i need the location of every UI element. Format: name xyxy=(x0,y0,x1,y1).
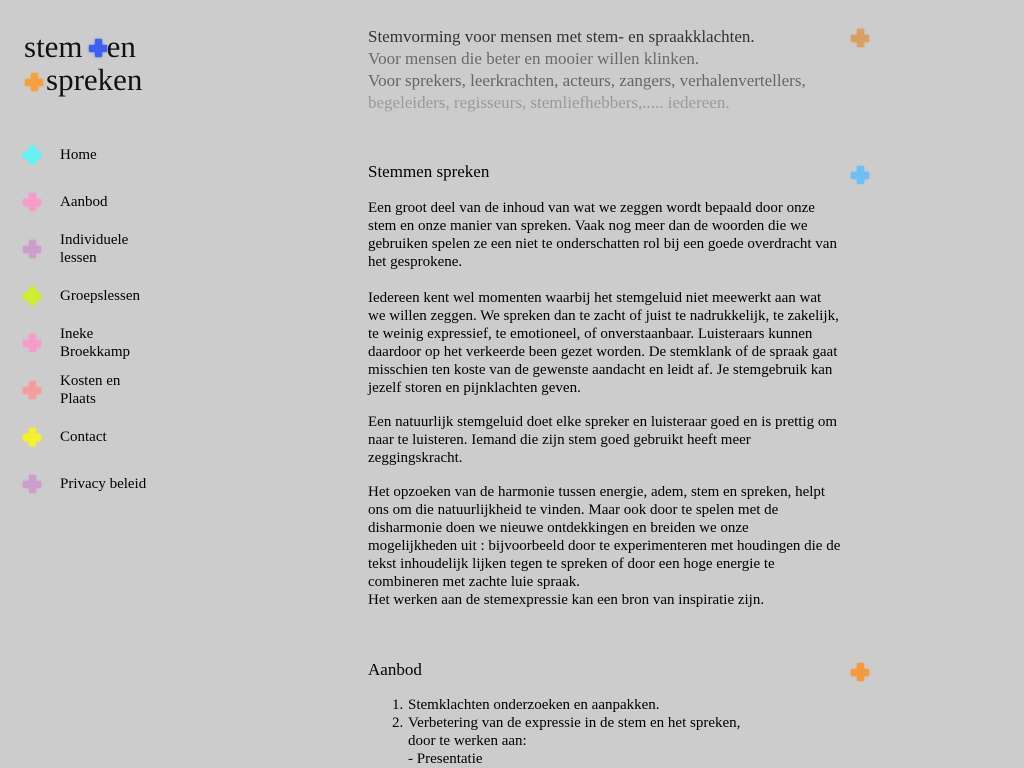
nav-label: Privacy beleid xyxy=(60,476,147,492)
nav-label: Home xyxy=(60,147,97,163)
site-logo[interactable] xyxy=(24,30,164,102)
nav-label: Kosten en Plaats xyxy=(60,373,121,407)
plus-icon xyxy=(22,145,42,165)
nav-item-individuele-lessen[interactable] xyxy=(20,231,190,267)
intro-line: Stemvorming voor mensen met stem- en spraakklachten. xyxy=(368,27,755,46)
paragraph: Een natuurlijk stemgeluid doet elke spreker en luisteraar goed en is prettig om naar te luisteren. Iemand die zijn stem goed gebruikt heeft meer zeggingskracht. xyxy=(368,414,838,466)
nav-item-aanbod[interactable] xyxy=(20,193,190,211)
logo-line2: spreken xyxy=(46,62,143,97)
intro-line: Voor sprekers, leerkrachten, acteurs, zangers, verhalenvertellers, xyxy=(368,71,806,90)
plus-icon xyxy=(22,333,42,353)
section-title-stemmen-spreken: Stemmen spreken xyxy=(368,162,490,181)
plus-icon xyxy=(22,380,42,400)
nav-item-home[interactable] xyxy=(20,146,190,164)
nav-item-privacy-beleid[interactable] xyxy=(20,475,190,493)
paragraph: Een groot deel van de inhoud van wat we zeggen wordt bepaald door onze stem en onze manier van spreken. Vaak nog meer dan de woorden die we gebruiken spelen ze een niet te onderschatten rol bij een goede overdracht van het gesprokene. xyxy=(368,200,837,270)
nav-item-ineke-broekkamp[interactable] xyxy=(20,325,190,361)
plus-icon xyxy=(850,165,870,185)
list-number: 1. xyxy=(392,697,404,713)
list-number: 2. xyxy=(392,715,404,731)
plus-icon xyxy=(22,427,42,447)
section-title-aanbod: Aanbod xyxy=(368,660,422,679)
nav-label: Ineke Broekkamp xyxy=(60,326,130,360)
plus-icon xyxy=(22,192,42,212)
plus-icon xyxy=(22,239,42,259)
nav-item-kosten-en-plaats[interactable] xyxy=(20,372,190,408)
list-text: Stemklachten onderzoeken en aanpakken. xyxy=(408,697,660,713)
list-item xyxy=(368,696,740,714)
intro-line: begeleiders, regisseurs, stemliefhebbers,..... iedereen. xyxy=(368,93,730,112)
plus-icon xyxy=(22,286,42,306)
list-item xyxy=(368,714,740,768)
nav-label: Individuele lessen xyxy=(60,232,129,266)
paragraph: Het opzoeken van de harmonie tussen energie, adem, stem en spreken, helpt ons om die natuurlijkheid te vinden. Maar ook door te spelen met de disharmonie doen we nieuwe ontdekkingen en breiden we onze mogelijkheden uit : bijvoorbeeld door te experimenteren met houdingen die de tekst inhoudelijk lijken tegen te spreken of door een hoge energie te combineren met zachte luie spraak. Het werken aan de stemexpressie kan een bron van inspiratie zijn. xyxy=(368,484,841,608)
plus-icon xyxy=(850,28,870,48)
aanbod-list xyxy=(368,696,740,768)
list-text: Verbetering van de expressie in de stem en het spreken, door te werken aan: - Presentatie xyxy=(408,715,741,767)
intro-text xyxy=(368,26,806,114)
plus-icon xyxy=(850,662,870,682)
nav-label: Aanbod xyxy=(60,194,108,210)
plus-icon xyxy=(88,38,108,58)
plus-icon xyxy=(24,72,44,92)
nav-item-groepslessen[interactable] xyxy=(20,287,190,305)
logo-line1: stem en xyxy=(24,29,136,64)
nav-label: Contact xyxy=(60,429,107,445)
paragraph: Iedereen kent wel momenten waarbij het stemgeluid niet meewerkt aan wat we willen zeggen. We spreken dan te zacht of juist te nadrukkelijk, te zakelijk, te weinig expressief, te emotioneel, of onverstaanbaar. Luisteraars kunnen daardoor op het verkeerde been gezet worden. De stemklank of de spraak gaat misschien ten koste van de gewenste aandacht en leidt af. Je stemgebruik kan jezelf storen en pijnklachten geven. xyxy=(368,290,839,396)
intro-line: Voor mensen die beter en mooier willen klinken. xyxy=(368,49,700,68)
nav-item-contact[interactable] xyxy=(20,428,190,446)
nav-label: Groepslessen xyxy=(60,288,140,304)
plus-icon xyxy=(22,474,42,494)
